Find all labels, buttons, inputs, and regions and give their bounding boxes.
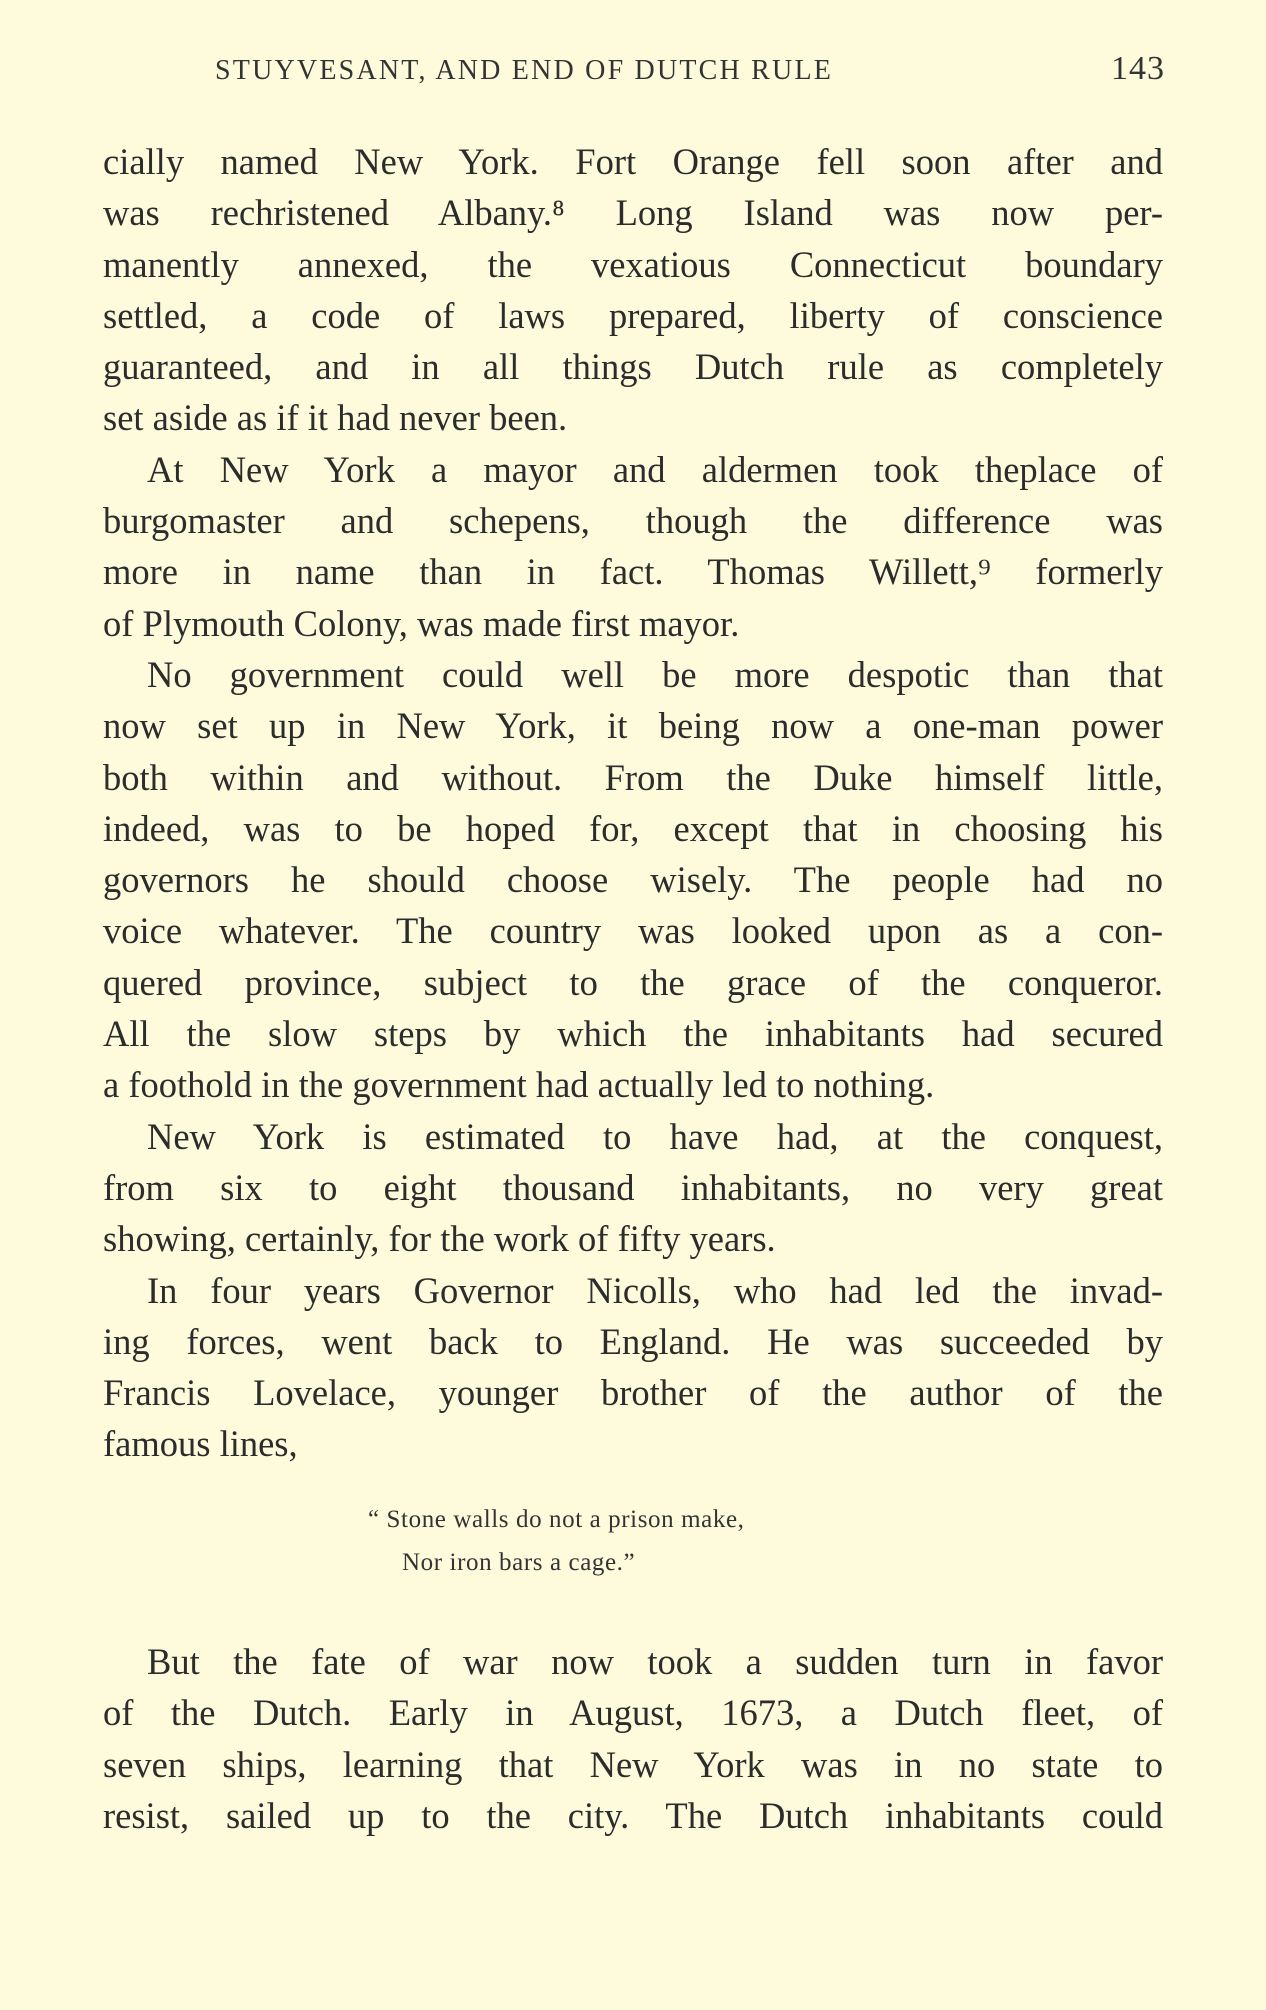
text-line: now set up in New York, it being now a one-man power: [103, 705, 1163, 747]
text-line: All the slow steps by which the inhabitants had secured: [103, 1013, 1163, 1055]
text-line: famous lines,: [103, 1423, 298, 1465]
text-line: quered province, subject to the grace of the conqueror.: [103, 961, 1163, 1003]
text-line: manently annexed, the vexatious Connecticut boundary: [103, 243, 1163, 285]
text-line: cially named New York. Fort Orange fell soon after and: [103, 141, 1163, 182]
text-line: At New York a mayor and aldermen took theplace of: [147, 448, 1163, 490]
running-head: [215, 50, 1165, 100]
body-text: [103, 136, 1163, 1470]
text-line: of Plymouth Colony, was made first mayor.: [103, 602, 740, 644]
verse-line-1: “ Stone walls do not a prison make,: [368, 1506, 745, 1533]
text-line: ing forces, went back to England. He was succeeded by: [103, 1320, 1163, 1362]
text-line: burgomaster and schepens, though the difference was: [103, 500, 1163, 542]
text-line: But the fate of war now took a sudden turn in favor: [147, 1641, 1163, 1682]
verse-quotation: [368, 1498, 745, 1584]
text-line: seven ships, learning that New York was in no state to: [103, 1743, 1163, 1785]
text-line: No government could well be more despotic than that: [147, 653, 1163, 695]
body-text-continued: [103, 1636, 1163, 1841]
text-line: was rechristened Albany.⁸ Long Island was now per-: [103, 192, 1163, 234]
text-line: set aside as if it had never been.: [103, 397, 568, 439]
text-line: New York is estimated to have had, at the conquest,: [147, 1115, 1163, 1157]
running-head-title: STUYVESANT, AND END OF DUTCH RULE: [215, 55, 834, 86]
text-line: voice whatever. The country was looked upon as a con-: [103, 910, 1163, 952]
text-line: In four years Governor Nicolls, who had led the invad-: [147, 1269, 1163, 1311]
text-line: Francis Lovelace, younger brother of the author of the: [103, 1372, 1163, 1414]
text-line: resist, sailed up to the city. The Dutch inhabitants could: [103, 1794, 1163, 1836]
text-line: guaranteed, and in all things Dutch rule as completely: [103, 346, 1163, 388]
text-line: more in name than in fact. Thomas Willett,⁹ formerly: [103, 551, 1163, 593]
text-line: indeed, was to be hoped for, except that in choosing his: [103, 807, 1163, 849]
text-line: from six to eight thousand inhabitants, no very great: [103, 1166, 1163, 1208]
text-line: of the Dutch. Early in August, 1673, a Dutch fleet, of: [103, 1692, 1163, 1734]
text-line: showing, certainly, for the work of fifty years.: [103, 1218, 776, 1260]
text-line: settled, a code of laws prepared, liberty of conscience: [103, 294, 1163, 336]
text-line: governors he should choose wisely. The people had no: [103, 859, 1163, 901]
text-line: a foothold in the government had actually led to nothing.: [103, 1064, 935, 1106]
text-line: both within and without. From the Duke himself little,: [103, 756, 1163, 798]
verse-line-2: Nor iron bars a cage.”: [402, 1549, 636, 1576]
page-number: 143: [1111, 50, 1165, 87]
